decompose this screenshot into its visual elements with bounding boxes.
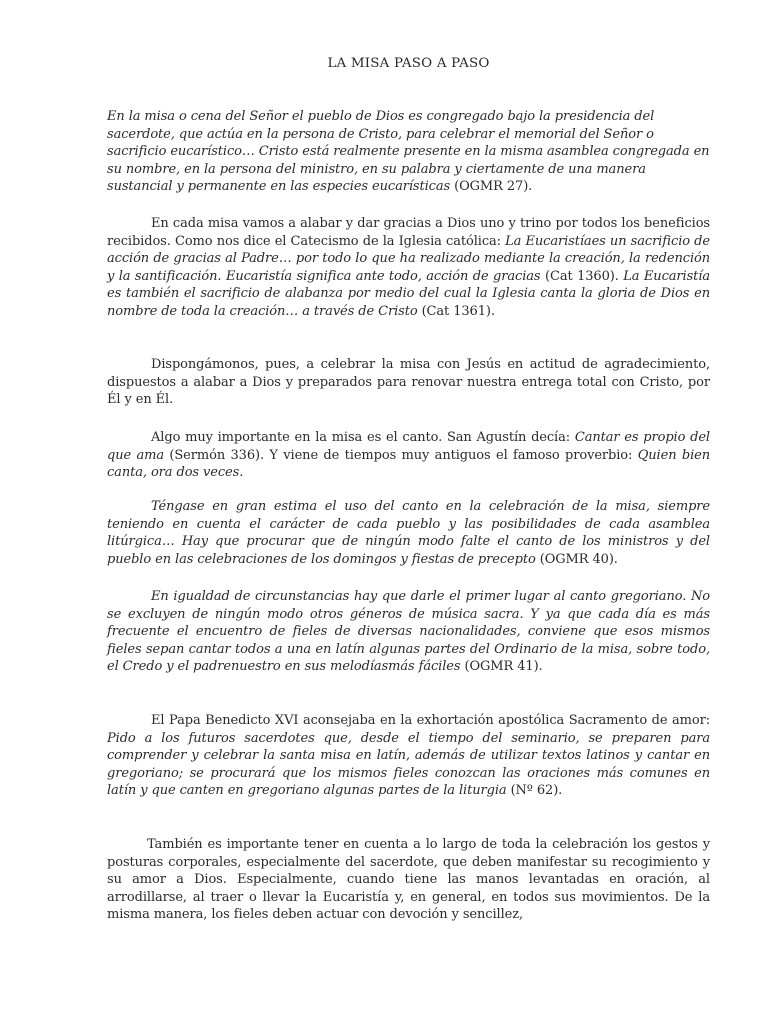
text-run: Algo muy importante en la misa es el canto. San Agustín decía: [151,430,575,445]
italic-text-run: Pido a los futuros sacerdotes que, desde el tiempo del seminario, se preparen para comprender y celebrar la santa misa en latín, además de utilizar textos latinos y cantar en gregoriano; se procurará que los mismos fieles conozcan las oraciones más comunes en latín y que canten en gregoriano algunas partes de la liturgia [107,730,710,799]
text-run: (Sermón 336). Y viene de tiempos muy antiguos el famoso proverbio: [164,447,638,463]
text-run: (Cat 1360). [540,268,624,284]
paragraph-1 [107,108,710,196]
text-run: . [239,465,244,481]
paragraph-4 [107,429,710,482]
paragraph-3 [107,356,710,409]
text-run: También es importante tener en cuenta a lo largo de toda la celebración los gestos y posturas corporales, especialmente del sacerdote, que deben manifestar su recogimiento y su amor a Dios. Especialmente, cuando tiene las manos levantadas en oración, al arrodillarse, al traer o llevar la Eucaristía y, en general, en todos sus movimientos. De la misma manera, los fieles deben actuar con devoción y sencillez, [107,837,710,923]
paragraph-5 [107,498,710,568]
page-title: LA MISA PASO A PASO [327,56,490,71]
document-page [107,0,710,1024]
text-run: En cada misa vamos a alabar y dar gracias a Dios uno y trino por todos los beneficios recibidos. Como nos dice el Catecismo de la Iglesia católica: [107,216,710,249]
paragraph-8 [107,836,710,924]
text-run: Dispongámonos, pues, a celebrar la misa con Jesús en actitud de agradecimiento, dispuestos a alabar a Dios y preparados para renovar nuestra entrega total con Cristo, por Él y en Él. [107,357,710,408]
paragraph-7 [107,712,710,800]
italic-text-run: En la misa o cena del Señor el pueblo de Dios es congregado bajo la presidencia del sacerdote, que actúa en la persona de Cristo, para celebrar el memorial del Señor o sacrificio eucarístico… Cristo está realmente presente en la misma asamblea congregada en su nombre, en la persona del ministro, en su palabra y ciertamente de una manera sustancial y permanente en las especies eucarísticas [107,109,710,195]
italic-text-run: En igualdad de circunstancias hay que darle el primer lugar al canto gregoriano. No se excluyen de ningún modo otros géneros de música sacra. Y ya que cada día es más frecuente el encuentro de fieles de diversas nacionalidades, conviene que esos mismos fieles sepan cantar todos a una en latín algunas partes del Ordinario de la misa, sobre todo, el Credo y el padrenuestro en sus melodíasmás fáciles [107,589,710,675]
italic-text-run: Quien bien canta, ora dos veces [107,447,711,481]
italic-text-run: La Eucaristía es también el sacrificio de alabanza por medio del cual la Iglesia canta la gloria de Dios en nombre de toda la creación… a través de Cristo [107,268,710,319]
italic-text-run: La Eucaristíaes un sacrificio de acción de gracias al Padre… por todo lo que ha realizado mediante la creación, la redención y la santificación. Eucaristía significa ante todo, acción de gracias [107,233,710,284]
text-run: (OGMR 27). [450,179,533,195]
italic-text-run: Téngase en gran estima el uso del canto en la celebración de la misa, siempre teniendo en cuenta el carácter de cada pueblo y las posibilidades de cada asamblea litúrgica… Hay que procurar que de ningún modo falte el canto de los ministros y del pueblo en las celebraciones de los domingos y fiestas de precepto [107,499,710,567]
text-run: (Nº 62). [506,783,563,799]
text-run: El Papa Benedicto XVI aconsejaba en la exhortación apostólica Sacramento de amor: [151,713,710,728]
text-run: (OGMR 40). [535,551,618,567]
text-run: (OGMR 41). [460,659,543,675]
paragraph-2 [107,215,710,321]
italic-text-run: Cantar es propio del que ama [107,430,710,463]
text-run: (Cat 1361). [417,303,495,319]
paragraph-6 [107,588,710,676]
